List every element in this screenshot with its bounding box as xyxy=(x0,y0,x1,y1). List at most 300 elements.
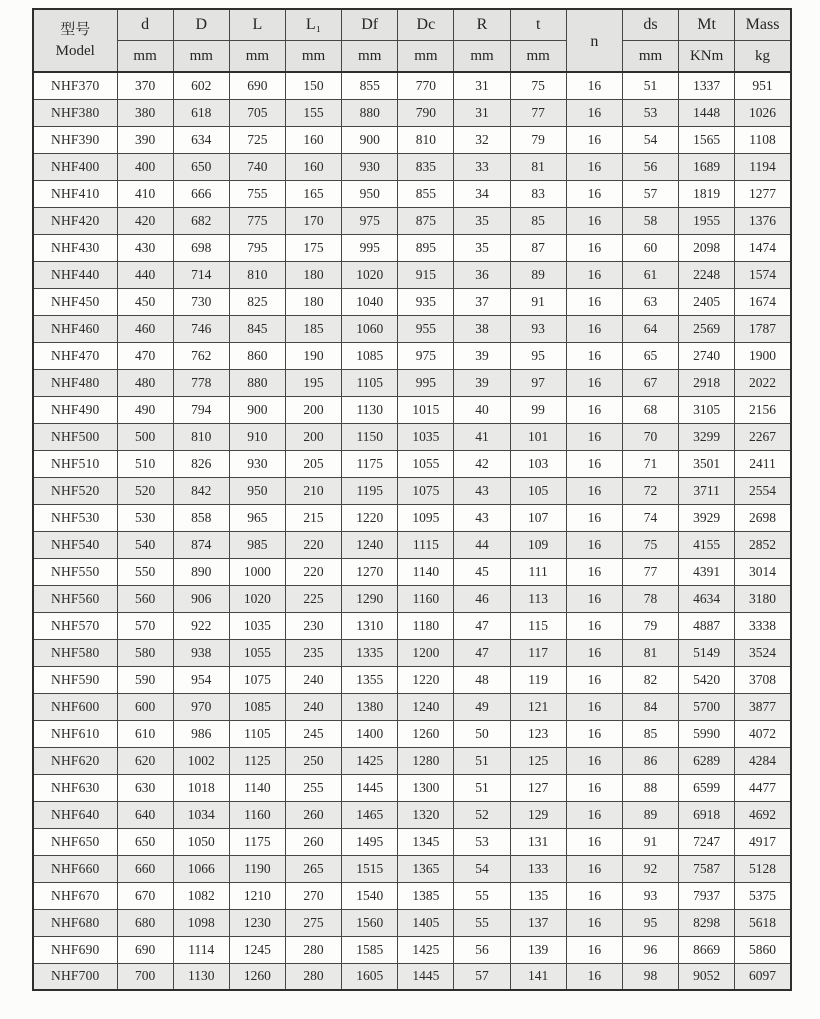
value-cell: 890 xyxy=(173,558,229,585)
value-cell: 1180 xyxy=(398,612,454,639)
table-row xyxy=(33,720,791,747)
value-cell: 34 xyxy=(454,180,510,207)
table-row xyxy=(33,126,791,153)
value-cell: 16 xyxy=(566,531,622,558)
model-cell: NHF530 xyxy=(33,504,117,531)
value-cell: 48 xyxy=(454,666,510,693)
value-cell: 91 xyxy=(622,828,678,855)
value-cell: 260 xyxy=(285,801,341,828)
col-header-R: R xyxy=(454,9,510,41)
value-cell: 31 xyxy=(454,72,510,99)
value-cell: 5420 xyxy=(679,666,735,693)
model-cell: NHF560 xyxy=(33,585,117,612)
value-cell: 77 xyxy=(510,99,566,126)
value-cell: 440 xyxy=(117,261,173,288)
value-cell: 540 xyxy=(117,531,173,558)
value-cell: 5149 xyxy=(679,639,735,666)
value-cell: 7937 xyxy=(679,882,735,909)
table-row xyxy=(33,666,791,693)
value-cell: 1140 xyxy=(398,558,454,585)
value-cell: 690 xyxy=(229,72,285,99)
value-cell: 975 xyxy=(342,207,398,234)
value-cell: 55 xyxy=(454,882,510,909)
value-cell: 762 xyxy=(173,342,229,369)
value-cell: 16 xyxy=(566,801,622,828)
value-cell: 200 xyxy=(285,396,341,423)
model-cell: NHF620 xyxy=(33,747,117,774)
value-cell: 858 xyxy=(173,504,229,531)
value-cell: 83 xyxy=(510,180,566,207)
value-cell: 915 xyxy=(398,261,454,288)
value-cell: 245 xyxy=(285,720,341,747)
model-cell: NHF550 xyxy=(33,558,117,585)
model-cell: NHF630 xyxy=(33,774,117,801)
value-cell: 16 xyxy=(566,936,622,963)
value-cell: 2098 xyxy=(679,234,735,261)
model-cell: NHF520 xyxy=(33,477,117,504)
value-cell: 230 xyxy=(285,612,341,639)
value-cell: 3877 xyxy=(735,693,791,720)
value-cell: 1085 xyxy=(229,693,285,720)
value-cell: 160 xyxy=(285,126,341,153)
value-cell: 1050 xyxy=(173,828,229,855)
spec-table xyxy=(32,8,792,991)
value-cell: 690 xyxy=(117,936,173,963)
value-cell: 1035 xyxy=(229,612,285,639)
value-cell: 265 xyxy=(285,855,341,882)
value-cell: 51 xyxy=(454,774,510,801)
value-cell: 995 xyxy=(342,234,398,261)
value-cell: 3299 xyxy=(679,423,735,450)
value-cell: 16 xyxy=(566,693,622,720)
value-cell: 16 xyxy=(566,423,622,450)
table-row xyxy=(33,585,791,612)
table-row xyxy=(33,369,791,396)
value-cell: 1026 xyxy=(735,99,791,126)
value-cell: 825 xyxy=(229,288,285,315)
value-cell: 2411 xyxy=(735,450,791,477)
value-cell: 99 xyxy=(510,396,566,423)
value-cell: 4477 xyxy=(735,774,791,801)
value-cell: 98 xyxy=(622,963,678,990)
table-row xyxy=(33,423,791,450)
value-cell: 520 xyxy=(117,477,173,504)
value-cell: 985 xyxy=(229,531,285,558)
col-header-Mass: Mass xyxy=(735,9,791,41)
value-cell: 16 xyxy=(566,774,622,801)
value-cell: 630 xyxy=(117,774,173,801)
value-cell: 1270 xyxy=(342,558,398,585)
value-cell: 1060 xyxy=(342,315,398,342)
model-cell: NHF390 xyxy=(33,126,117,153)
value-cell: 280 xyxy=(285,936,341,963)
value-cell: 16 xyxy=(566,855,622,882)
value-cell: 16 xyxy=(566,612,622,639)
value-cell: 81 xyxy=(510,153,566,180)
value-cell: 3180 xyxy=(735,585,791,612)
table-row xyxy=(33,261,791,288)
value-cell: 51 xyxy=(454,747,510,774)
value-cell: 1245 xyxy=(229,936,285,963)
value-cell: 1400 xyxy=(342,720,398,747)
value-cell: 127 xyxy=(510,774,566,801)
value-cell: 880 xyxy=(342,99,398,126)
value-cell: 64 xyxy=(622,315,678,342)
value-cell: 42 xyxy=(454,450,510,477)
value-cell: 845 xyxy=(229,315,285,342)
value-cell: 35 xyxy=(454,207,510,234)
value-cell: 1000 xyxy=(229,558,285,585)
model-cell: NHF440 xyxy=(33,261,117,288)
table-body xyxy=(33,72,791,990)
value-cell: 1540 xyxy=(342,882,398,909)
value-cell: 200 xyxy=(285,423,341,450)
value-cell: 270 xyxy=(285,882,341,909)
value-cell: 40 xyxy=(454,396,510,423)
value-cell: 906 xyxy=(173,585,229,612)
table-row xyxy=(33,450,791,477)
value-cell: 97 xyxy=(510,369,566,396)
value-cell: 470 xyxy=(117,342,173,369)
model-cell: NHF590 xyxy=(33,666,117,693)
value-cell: 107 xyxy=(510,504,566,531)
value-cell: 3524 xyxy=(735,639,791,666)
table-row xyxy=(33,558,791,585)
model-cell: NHF500 xyxy=(33,423,117,450)
value-cell: 480 xyxy=(117,369,173,396)
value-cell: 63 xyxy=(622,288,678,315)
value-cell: 123 xyxy=(510,720,566,747)
value-cell: 37 xyxy=(454,288,510,315)
value-cell: 930 xyxy=(342,153,398,180)
value-cell: 77 xyxy=(622,558,678,585)
value-cell: 680 xyxy=(117,909,173,936)
model-cell: NHF420 xyxy=(33,207,117,234)
value-cell: 2022 xyxy=(735,369,791,396)
value-cell: 410 xyxy=(117,180,173,207)
value-cell: 1900 xyxy=(735,342,791,369)
value-cell: 133 xyxy=(510,855,566,882)
value-cell: 82 xyxy=(622,666,678,693)
table-row xyxy=(33,72,791,99)
value-cell: 842 xyxy=(173,477,229,504)
value-cell: 746 xyxy=(173,315,229,342)
value-cell: 5128 xyxy=(735,855,791,882)
value-cell: 39 xyxy=(454,342,510,369)
unit-Dc: mm xyxy=(398,41,454,73)
value-cell: 860 xyxy=(229,342,285,369)
value-cell: 1380 xyxy=(342,693,398,720)
value-cell: 5618 xyxy=(735,909,791,936)
value-cell: 1819 xyxy=(679,180,735,207)
value-cell: 1585 xyxy=(342,936,398,963)
value-cell: 36 xyxy=(454,261,510,288)
value-cell: 698 xyxy=(173,234,229,261)
value-cell: 1130 xyxy=(173,963,229,990)
value-cell: 1565 xyxy=(679,126,735,153)
value-cell: 60 xyxy=(622,234,678,261)
value-cell: 1280 xyxy=(398,747,454,774)
value-cell: 1002 xyxy=(173,747,229,774)
table-row xyxy=(33,774,791,801)
value-cell: 43 xyxy=(454,504,510,531)
value-cell: 16 xyxy=(566,396,622,423)
value-cell: 280 xyxy=(285,963,341,990)
value-cell: 640 xyxy=(117,801,173,828)
value-cell: 39 xyxy=(454,369,510,396)
value-cell: 2698 xyxy=(735,504,791,531)
value-cell: 1445 xyxy=(398,963,454,990)
value-cell: 3501 xyxy=(679,450,735,477)
value-cell: 16 xyxy=(566,882,622,909)
value-cell: 225 xyxy=(285,585,341,612)
value-cell: 111 xyxy=(510,558,566,585)
value-cell: 53 xyxy=(454,828,510,855)
header-label-row xyxy=(33,9,791,41)
value-cell: 1082 xyxy=(173,882,229,909)
unit-Mt: KNm xyxy=(679,41,735,73)
value-cell: 51 xyxy=(622,72,678,99)
value-cell: 4692 xyxy=(735,801,791,828)
value-cell: 16 xyxy=(566,72,622,99)
value-cell: 1085 xyxy=(342,342,398,369)
value-cell: 7587 xyxy=(679,855,735,882)
value-cell: 195 xyxy=(285,369,341,396)
value-cell: 420 xyxy=(117,207,173,234)
model-cell: NHF690 xyxy=(33,936,117,963)
col-header-L1: L₁ xyxy=(285,9,341,41)
unit-L1: mm xyxy=(285,41,341,73)
value-cell: 4072 xyxy=(735,720,791,747)
unit-ds: mm xyxy=(622,41,678,73)
value-cell: 33 xyxy=(454,153,510,180)
value-cell: 1140 xyxy=(229,774,285,801)
value-cell: 910 xyxy=(229,423,285,450)
unit-Df: mm xyxy=(342,41,398,73)
value-cell: 1277 xyxy=(735,180,791,207)
value-cell: 530 xyxy=(117,504,173,531)
value-cell: 826 xyxy=(173,450,229,477)
value-cell: 1300 xyxy=(398,774,454,801)
value-cell: 1260 xyxy=(229,963,285,990)
value-cell: 117 xyxy=(510,639,566,666)
value-cell: 5700 xyxy=(679,693,735,720)
value-cell: 121 xyxy=(510,693,566,720)
value-cell: 3338 xyxy=(735,612,791,639)
value-cell: 795 xyxy=(229,234,285,261)
value-cell: 180 xyxy=(285,288,341,315)
value-cell: 6599 xyxy=(679,774,735,801)
value-cell: 900 xyxy=(229,396,285,423)
value-cell: 92 xyxy=(622,855,678,882)
value-cell: 16 xyxy=(566,450,622,477)
value-cell: 450 xyxy=(117,288,173,315)
value-cell: 8669 xyxy=(679,936,735,963)
value-cell: 460 xyxy=(117,315,173,342)
value-cell: 16 xyxy=(566,369,622,396)
value-cell: 3105 xyxy=(679,396,735,423)
col-header-Mt: Mt xyxy=(679,9,735,41)
value-cell: 5375 xyxy=(735,882,791,909)
value-cell: 975 xyxy=(398,342,454,369)
table-row xyxy=(33,639,791,666)
value-cell: 2267 xyxy=(735,423,791,450)
col-header-L: L xyxy=(229,9,285,41)
value-cell: 115 xyxy=(510,612,566,639)
value-cell: 56 xyxy=(622,153,678,180)
value-cell: 600 xyxy=(117,693,173,720)
value-cell: 44 xyxy=(454,531,510,558)
value-cell: 900 xyxy=(342,126,398,153)
unit-L: mm xyxy=(229,41,285,73)
value-cell: 725 xyxy=(229,126,285,153)
value-cell: 1018 xyxy=(173,774,229,801)
value-cell: 1405 xyxy=(398,909,454,936)
value-cell: 2554 xyxy=(735,477,791,504)
value-cell: 68 xyxy=(622,396,678,423)
value-cell: 874 xyxy=(173,531,229,558)
value-cell: 16 xyxy=(566,747,622,774)
value-cell: 215 xyxy=(285,504,341,531)
table-row xyxy=(33,180,791,207)
value-cell: 370 xyxy=(117,72,173,99)
model-cell: NHF580 xyxy=(33,639,117,666)
value-cell: 72 xyxy=(622,477,678,504)
value-cell: 1034 xyxy=(173,801,229,828)
value-cell: 1194 xyxy=(735,153,791,180)
value-cell: 50 xyxy=(454,720,510,747)
value-cell: 1335 xyxy=(342,639,398,666)
value-cell: 275 xyxy=(285,909,341,936)
model-header-en: Model xyxy=(55,42,95,59)
value-cell: 1689 xyxy=(679,153,735,180)
value-cell: 4391 xyxy=(679,558,735,585)
value-cell: 700 xyxy=(117,963,173,990)
value-cell: 835 xyxy=(398,153,454,180)
value-cell: 260 xyxy=(285,828,341,855)
value-cell: 650 xyxy=(173,153,229,180)
value-cell: 16 xyxy=(566,477,622,504)
value-cell: 16 xyxy=(566,153,622,180)
value-cell: 160 xyxy=(285,153,341,180)
value-cell: 810 xyxy=(398,126,454,153)
value-cell: 16 xyxy=(566,558,622,585)
value-cell: 155 xyxy=(285,99,341,126)
model-cell: NHF370 xyxy=(33,72,117,99)
value-cell: 794 xyxy=(173,396,229,423)
value-cell: 103 xyxy=(510,450,566,477)
value-cell: 4634 xyxy=(679,585,735,612)
value-cell: 71 xyxy=(622,450,678,477)
value-cell: 954 xyxy=(173,666,229,693)
value-cell: 1425 xyxy=(342,747,398,774)
value-cell: 880 xyxy=(229,369,285,396)
table-row xyxy=(33,612,791,639)
value-cell: 56 xyxy=(454,936,510,963)
value-cell: 935 xyxy=(398,288,454,315)
value-cell: 6097 xyxy=(735,963,791,990)
value-cell: 240 xyxy=(285,693,341,720)
value-cell: 1095 xyxy=(398,504,454,531)
value-cell: 3014 xyxy=(735,558,791,585)
value-cell: 74 xyxy=(622,504,678,531)
value-cell: 220 xyxy=(285,558,341,585)
value-cell: 16 xyxy=(566,720,622,747)
value-cell: 1020 xyxy=(342,261,398,288)
value-cell: 1448 xyxy=(679,99,735,126)
value-cell: 1195 xyxy=(342,477,398,504)
model-cell: NHF480 xyxy=(33,369,117,396)
value-cell: 93 xyxy=(510,315,566,342)
value-cell: 775 xyxy=(229,207,285,234)
table-row xyxy=(33,477,791,504)
value-cell: 31 xyxy=(454,99,510,126)
table-row xyxy=(33,531,791,558)
value-cell: 650 xyxy=(117,828,173,855)
value-cell: 46 xyxy=(454,585,510,612)
value-cell: 1674 xyxy=(735,288,791,315)
value-cell: 580 xyxy=(117,639,173,666)
value-cell: 137 xyxy=(510,909,566,936)
value-cell: 9052 xyxy=(679,963,735,990)
value-cell: 16 xyxy=(566,639,622,666)
value-cell: 55 xyxy=(454,909,510,936)
table-row xyxy=(33,99,791,126)
value-cell: 95 xyxy=(510,342,566,369)
value-cell: 250 xyxy=(285,747,341,774)
value-cell: 714 xyxy=(173,261,229,288)
value-cell: 16 xyxy=(566,234,622,261)
header-unit-row xyxy=(33,41,791,73)
value-cell: 1320 xyxy=(398,801,454,828)
value-cell: 205 xyxy=(285,450,341,477)
value-cell: 70 xyxy=(622,423,678,450)
value-cell: 1200 xyxy=(398,639,454,666)
value-cell: 550 xyxy=(117,558,173,585)
unit-Mass: kg xyxy=(735,41,791,73)
model-cell: NHF700 xyxy=(33,963,117,990)
value-cell: 6918 xyxy=(679,801,735,828)
table-row xyxy=(33,315,791,342)
col-header-model xyxy=(33,9,117,72)
value-cell: 109 xyxy=(510,531,566,558)
value-cell: 810 xyxy=(229,261,285,288)
value-cell: 2156 xyxy=(735,396,791,423)
table-header xyxy=(33,9,791,72)
value-cell: 1210 xyxy=(229,882,285,909)
table-row xyxy=(33,882,791,909)
value-cell: 778 xyxy=(173,369,229,396)
model-cell: NHF430 xyxy=(33,234,117,261)
value-cell: 16 xyxy=(566,585,622,612)
value-cell: 500 xyxy=(117,423,173,450)
value-cell: 235 xyxy=(285,639,341,666)
value-cell: 47 xyxy=(454,612,510,639)
value-cell: 1108 xyxy=(735,126,791,153)
value-cell: 1115 xyxy=(398,531,454,558)
model-cell: NHF570 xyxy=(33,612,117,639)
col-header-Df: Df xyxy=(342,9,398,41)
value-cell: 1345 xyxy=(398,828,454,855)
value-cell: 79 xyxy=(622,612,678,639)
value-cell: 950 xyxy=(229,477,285,504)
value-cell: 660 xyxy=(117,855,173,882)
value-cell: 170 xyxy=(285,207,341,234)
value-cell: 175 xyxy=(285,234,341,261)
value-cell: 210 xyxy=(285,477,341,504)
value-cell: 995 xyxy=(398,369,454,396)
value-cell: 1310 xyxy=(342,612,398,639)
